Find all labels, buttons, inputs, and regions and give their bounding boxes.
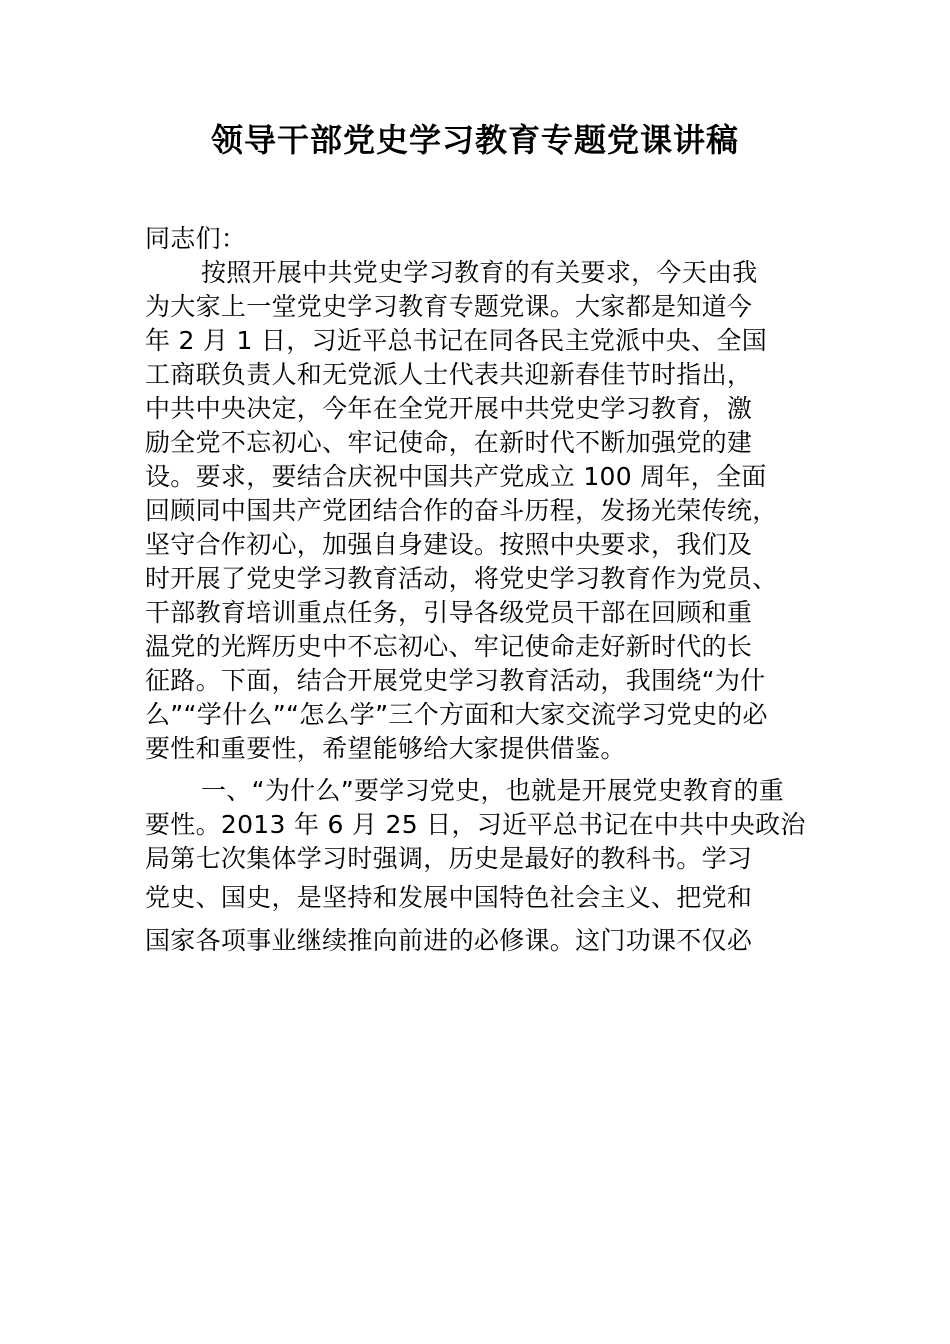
paragraph-line: 温党的光辉历史中不忘初心、牢记使命走好新时代的长: [145, 632, 753, 661]
paragraph-line: 国家各项事业继续推向前进的必修课。这门功课不仅必: [145, 926, 753, 955]
paragraph-line: 坚守合作初心，加强自身建设。按照中央要求，我们及: [145, 530, 753, 559]
paragraph-line: 为大家上一堂党史学习教育专题党课。大家都是知道今: [145, 292, 753, 321]
paragraph-line: 回顾同中国共产党团结合作的奋斗历程，发扬光荣传统，: [145, 496, 778, 525]
paragraph-line: 么”“学什么”“怎么学”三个方面和大家交流学习党史的必: [145, 700, 768, 729]
paragraph-line: 设。要求，要结合庆祝中国共产党成立 100 周年，全面: [145, 462, 767, 491]
paragraph-line: 时开展了党史学习教育活动，将党史学习教育作为党员、: [145, 564, 778, 593]
paragraph-line: 要性和重要性，希望能够给大家提供借鉴。: [145, 734, 626, 763]
paragraph-line: 年 2 月 1 日，习近平总书记在同各民主党派中央、全国: [145, 326, 768, 355]
paragraph-line: 一、“为什么”要学习党史，也就是开展党史教育的重: [201, 776, 785, 805]
paragraph-line: 党史、国史，是坚持和发展中国特色社会主义、把党和: [145, 883, 753, 912]
paragraph-line: 按照开展中共党史学习教育的有关要求，今天由我: [201, 258, 758, 287]
paragraph-line: 征路。下面，结合开展党史学习教育活动，我围绕“为什: [145, 666, 766, 695]
paragraph-1: [145, 256, 807, 766]
paragraph-line: 励全党不忘初心、牢记使命，在新时代不断加强党的建: [145, 428, 753, 457]
paragraph-line: 局第七次集体学习时强调，历史是最好的教科书。学习: [145, 844, 753, 873]
document-body: [145, 222, 807, 962]
document-title: 领导干部党史学习教育专题党课讲稿: [210, 121, 739, 159]
paragraph-line: 干部教育培训重点任务，引导各级党员干部在回顾和重: [145, 598, 753, 627]
paragraph-2: [145, 774, 807, 962]
paragraph-line: 工商联负责人和无党派人士代表共迎新春佳节时指出，: [145, 360, 753, 389]
paragraph-line: 中共中央决定，今年在全党开展中共党史学习教育，激: [145, 394, 753, 423]
paragraph-line: 要性。2013 年 6 月 25 日，习近平总书记在中共中央政治: [145, 810, 806, 839]
salutation: 同志们：: [145, 224, 247, 253]
